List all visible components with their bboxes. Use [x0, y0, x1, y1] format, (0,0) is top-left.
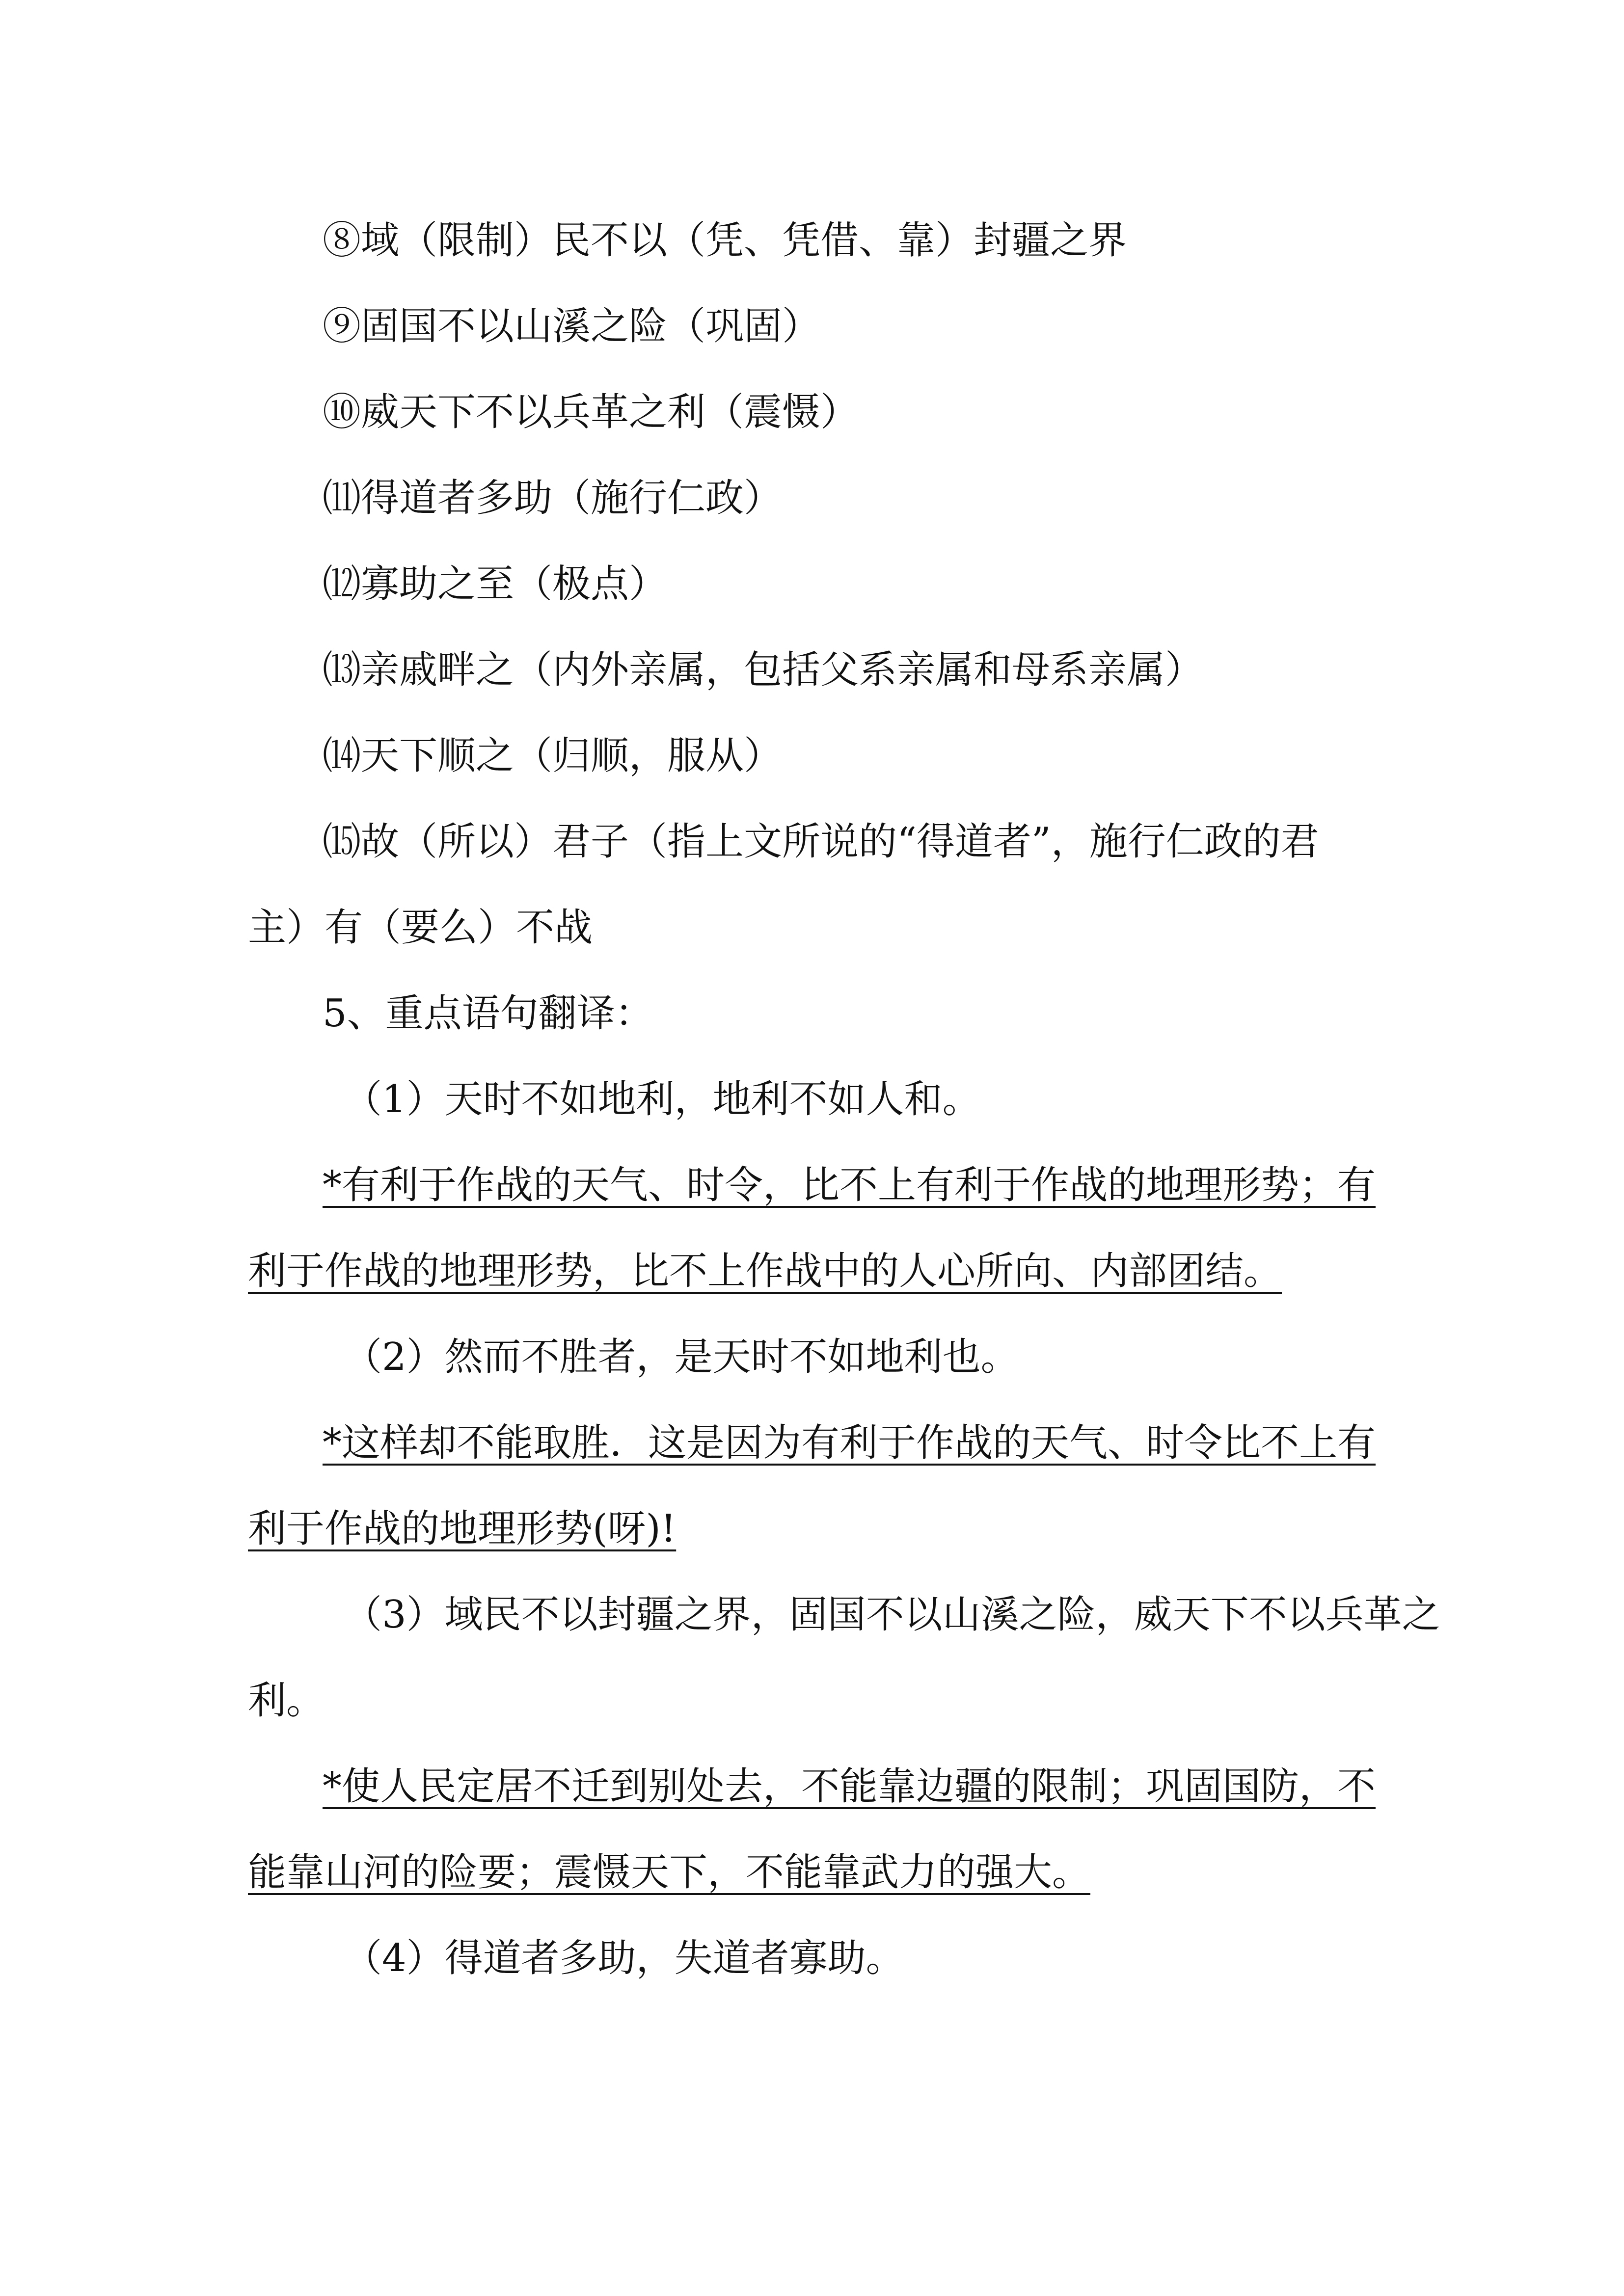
sentence-3-translation-line2: 能靠山河的险要；震慑天下，不能靠武力的强大。 — [248, 1850, 1091, 1895]
annotation-15-line1: ⒂故（所以）君子（指上文所说的“得道者”，施行仁政的君 — [323, 820, 1319, 864]
sentence-3-original-line2: 利。 — [248, 1679, 325, 1723]
annotation-11: ⑾得道者多助（施行仁政） — [323, 476, 783, 520]
section-heading: 5、重点语句翻译： — [323, 991, 653, 1036]
sentence-1-original: （1）天时不如地利，地利不如人和。 — [344, 1077, 981, 1121]
annotation-10: ⑩威天下不以兵革之利（震慑） — [323, 390, 859, 434]
sentence-2-translation-line1: *这样却不能取胜．这是因为有利于作战的天气、时令比不上有 — [323, 1421, 1376, 1465]
sentence-1-translation-line2: 利于作战的地理形势，比不上作战中的人心所向、内部团结。 — [248, 1249, 1282, 1293]
sentence-3-translation-line1: *使人民定居不迁到别处去，不能靠边疆的限制；巩固国防，不 — [323, 1764, 1376, 1809]
annotation-14: ⒁天下顺之（归顺，服从） — [323, 734, 783, 778]
annotation-15-line2: 主）有（要么）不战 — [248, 906, 593, 950]
sentence-1-translation-line1: *有利于作战的天气、时令，比不上有利于作战的地理形势；有 — [323, 1163, 1376, 1207]
sentence-2-original: （2）然而不胜者，是天时不如地利也。 — [344, 1335, 1019, 1379]
annotation-8: ⑧域（限制）民不以（凭、凭借、靠）封疆之界 — [323, 218, 1127, 263]
sentence-2-translation-line2: 利于作战的地理形势(呀)! — [248, 1507, 677, 1551]
sentence-4-original: （4）得道者多助，失道者寡助。 — [344, 1936, 904, 1980]
sentence-3-original-line1: （3）域民不以封疆之界，固国不以山溪之险，威天下不以兵革之 — [344, 1593, 1440, 1637]
annotation-13: ⒀亲戚畔之（内外亲属，包括父系亲属和母系亲属） — [323, 648, 1204, 692]
annotation-9: ⑨固国不以山溪之险（巩固） — [323, 304, 821, 348]
annotation-12: ⑿寡助之至（极点） — [323, 562, 668, 606]
